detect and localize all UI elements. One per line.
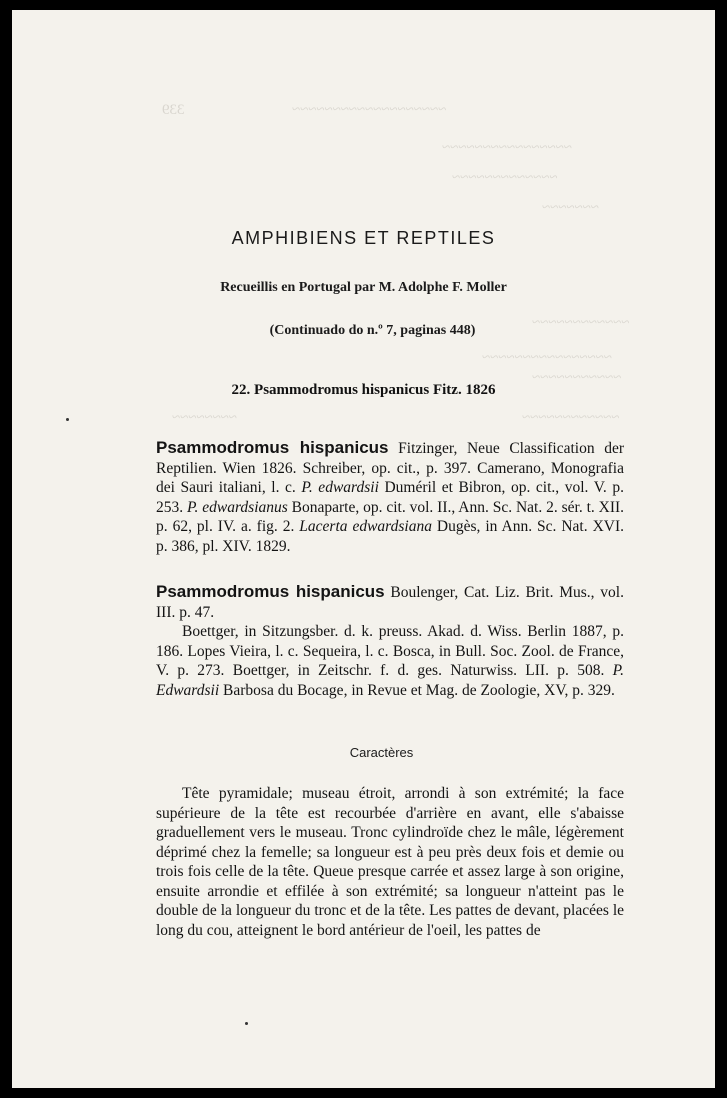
species-name: Psammodromus hispanicus (156, 582, 385, 601)
caracteres-heading: Caractères (349, 745, 414, 760)
bleed-through-mark: ~~~~~~~~~~~~~~~~ (482, 350, 612, 366)
body-paragraph: Tête pyramidale; museau étroit, arrondi à son extrémité; la face supérieure de la tête est recourbée d'arrière en avant, elle s'abaisse graduellement vers le museau. Tronc cylindroïde chez le mâle, légèrement déprimé chez la femelle; sa longueur est à peu près deux fois et demie ou trois fois celle de la tête. Queue presque carrée et assez large à son origine, ensuite arrondie et effilée à son extrémité; sa longueur n'atteint pas le double de la longueur du tronc et de la tête. Les pattes de devant, placées le long du cou, atteignent le bord antérieur de l'oeil, les pattes de (156, 785, 624, 939)
entry-text: Boettger, in Sitzungsber. d. k. preuss. Akad. d. Wiss. Berlin 1887, p. 186. Lopes Vieira, l. c. Sequeira, l. c. Bosca, in Bull. Soc. Zool. de France, V. p. 273. Boettger, in Zeitschr. f. d. ges. Naturwiss. LII. p. 508. (156, 623, 624, 679)
entry-text: Fitzinger, Neue Classification der Reptilien. Wien 1826. Schreiber, op. cit., p. 397. Camerano, Monografia dei Sauri italiani, l. c. (156, 440, 624, 496)
entry-text: Boulenger, Cat. Liz. Brit. Mus., vol. III. p. 47. (156, 584, 624, 621)
bleed-through-mark: ~~~~~~~~~~~~ (522, 410, 620, 426)
page-subtitle: Recueillis en Portugal par M. Adolphe F. Moller (220, 280, 507, 295)
synonymy-entry-2 (156, 582, 624, 700)
bleed-through-mark: ~~~~~~~~~~~~~~~~~~~ (292, 102, 447, 118)
page-title: AMPHIBIENS ET REPTILES (231, 228, 496, 248)
synonymy-entry-1 (156, 438, 624, 556)
taxon-name: P. edwardsianus (187, 498, 288, 516)
bleed-through-mark: ~~~~~~~~~~~ (532, 370, 622, 386)
taxon-name: P. edwardsii (301, 479, 379, 496)
taxon-name: P. Edwardsii (156, 662, 624, 699)
paper-speck (245, 1022, 248, 1025)
paper-speck (66, 418, 69, 421)
bleed-through-mark: 339 (162, 102, 185, 118)
taxon-name: Lacerta edwardsiana (299, 518, 432, 535)
bleed-through-mark: ~~~~~~~~~~~~~ (452, 170, 558, 186)
section-heading: 22. Psammodromus hispanicus Fitz. 1826 (231, 382, 496, 398)
entry-text: Duméril et Bibron, op. cit., vol. V. p. 253. (156, 479, 624, 516)
continuation-note: (Continuado do n.º 7, paginas 448) (269, 323, 476, 338)
bleed-through-mark: ~~~~~~~~~~~~~~~~ (442, 140, 572, 156)
bleed-through-mark: ~~~~~~~~ (172, 410, 237, 426)
bleed-through-mark: ~~~~~~~ (542, 200, 599, 216)
entry-text: Dugès, in Ann. Sc. Nat. XVI. p. 386, pl. XIV. 1829. (156, 518, 624, 555)
entry-text: Barbosa du Bocage, in Revue et Mag. de Zoologie, XV, p. 329. (219, 681, 615, 699)
caracteres-body (156, 784, 624, 940)
bleed-through-mark: ~~~~~~~~~~~~ (532, 315, 630, 331)
document-page (12, 10, 715, 1088)
entry-text: Bonaparte, op. cit. vol. II., Ann. Sc. Nat. 2. sér. t. XII. p. 62, pl. IV. a. fig. 2. (156, 498, 625, 535)
species-name: Psammodromus hispanicus (156, 438, 389, 457)
